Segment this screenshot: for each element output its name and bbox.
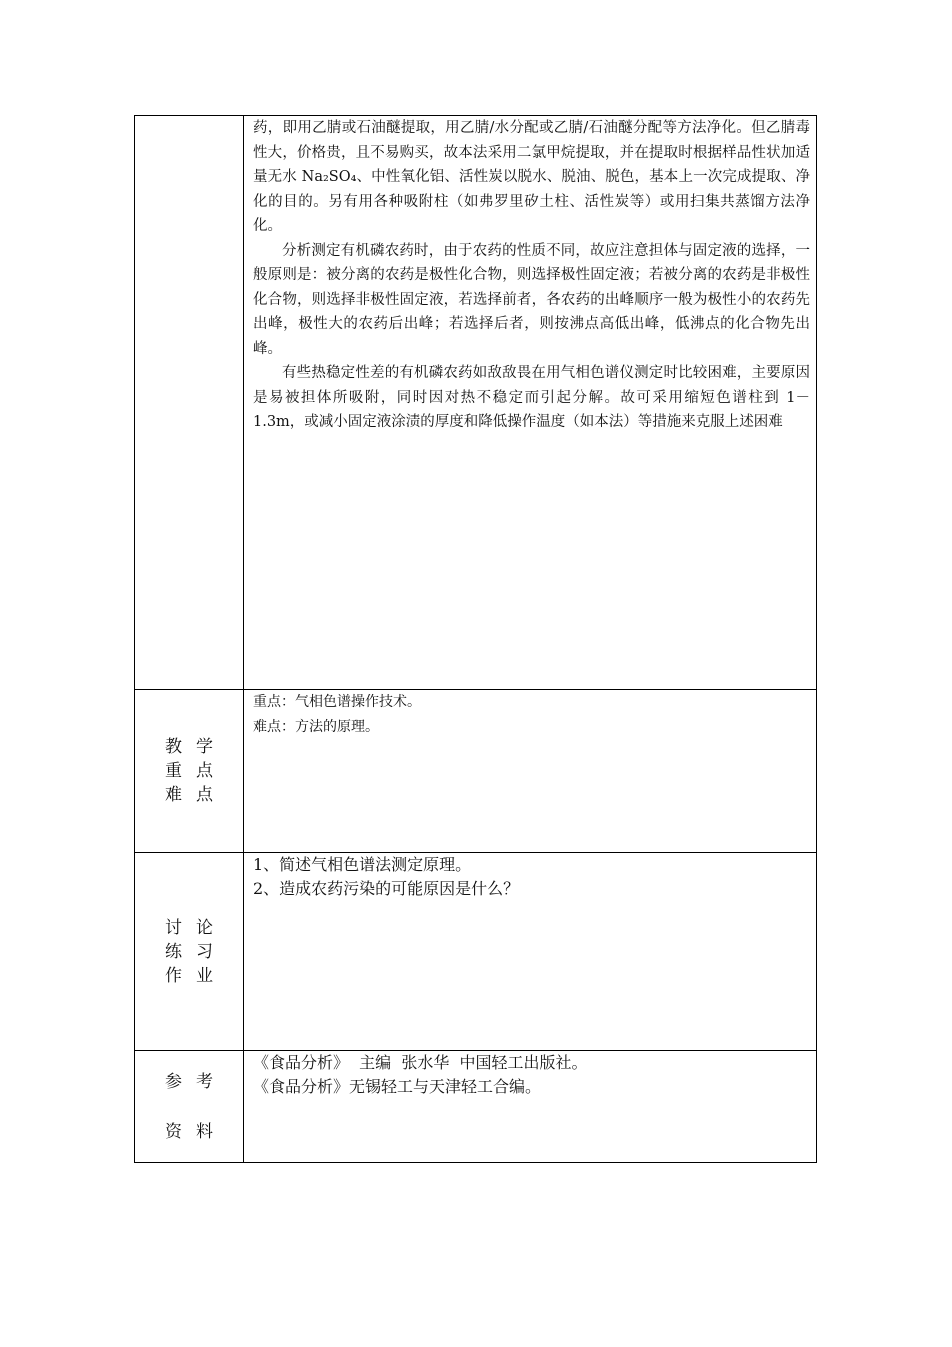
row-label-empty xyxy=(135,116,244,690)
paragraph-thermal-stability: 有些热稳定性差的有机磷农药如敌敌畏在用气相色谱仪测定时比较困难，主要原因是易被担体所吸附，同时因对热不稳定而引起分解。故可采用缩短色谱柱到 1－1.3m，或减小固定液涂渍的厚度和降低操作温度（如本法）等措施来克服上述困难 xyxy=(253,365,810,430)
key-point-line: 重点：气相色谱操作技术。 xyxy=(253,694,421,710)
label-line: 难点 xyxy=(165,785,227,805)
table-row xyxy=(135,116,817,690)
key-points-cell xyxy=(244,690,817,853)
paragraph-extraction: 药，即用乙腈或石油醚提取，用乙腈/水分配或乙腈/石油醚分配等方法净化。但乙腈毒性大，价格贵，且不易购买，故本法采用二氯甲烷提取，并在提取时根据样品性状加适量无水 Na₂SO₄、中性氧化铝、活性炭以脱水、脱油、脱色，基本上一次完成提取、净化的目的。另有用各种吸附柱（如弗罗里矽土柱、活性炭等）或用扫集共蒸馏方法净化。 xyxy=(253,120,810,234)
exercises-cell xyxy=(244,853,817,1051)
exercise-item: 1、简述气相色谱法测定原理。 xyxy=(253,855,472,874)
body-text-cell xyxy=(244,116,817,690)
lesson-plan-table xyxy=(134,115,817,1163)
difficulty-line: 难点：方法的原理。 xyxy=(253,719,379,735)
row-label-key-points xyxy=(135,690,244,853)
label-line: 教学 xyxy=(165,737,227,757)
label-line: 讨论 xyxy=(165,917,227,938)
label-line: 参考 xyxy=(165,1071,227,1092)
label-line: 作业 xyxy=(165,965,227,986)
row-label-references xyxy=(135,1051,244,1163)
reference-item: 《食品分析》 主编 张水华 中国轻工出版社。 xyxy=(253,1053,588,1072)
label-line: 资料 xyxy=(165,1121,227,1142)
table-row xyxy=(135,853,817,1051)
label-line: 练习 xyxy=(165,941,227,962)
paragraph-column-selection: 分析测定有机磷农药时，由于农药的性质不同，故应注意担体与固定液的选择，一般原则是：被分离的农药是极性化合物，则选择极性固定液；若被分离的农药是非极性化合物，则选择非极性固定液，若选择前者，各农药的出峰顺序一般为极性小的农药先出峰，极性大的农药后出峰；若选择后者，则按沸点高低出峰，低沸点的化合物先出峰。 xyxy=(253,242,810,357)
row-label-exercises xyxy=(135,853,244,1051)
table-row xyxy=(135,690,817,853)
label-line: 重点 xyxy=(165,761,227,781)
reference-item: 《食品分析》无锡轻工与天津轻工合编。 xyxy=(253,1077,542,1096)
exercise-item: 2、造成农药污染的可能原因是什么？ xyxy=(253,879,520,898)
table-row xyxy=(135,1051,817,1163)
references-cell xyxy=(244,1051,817,1163)
